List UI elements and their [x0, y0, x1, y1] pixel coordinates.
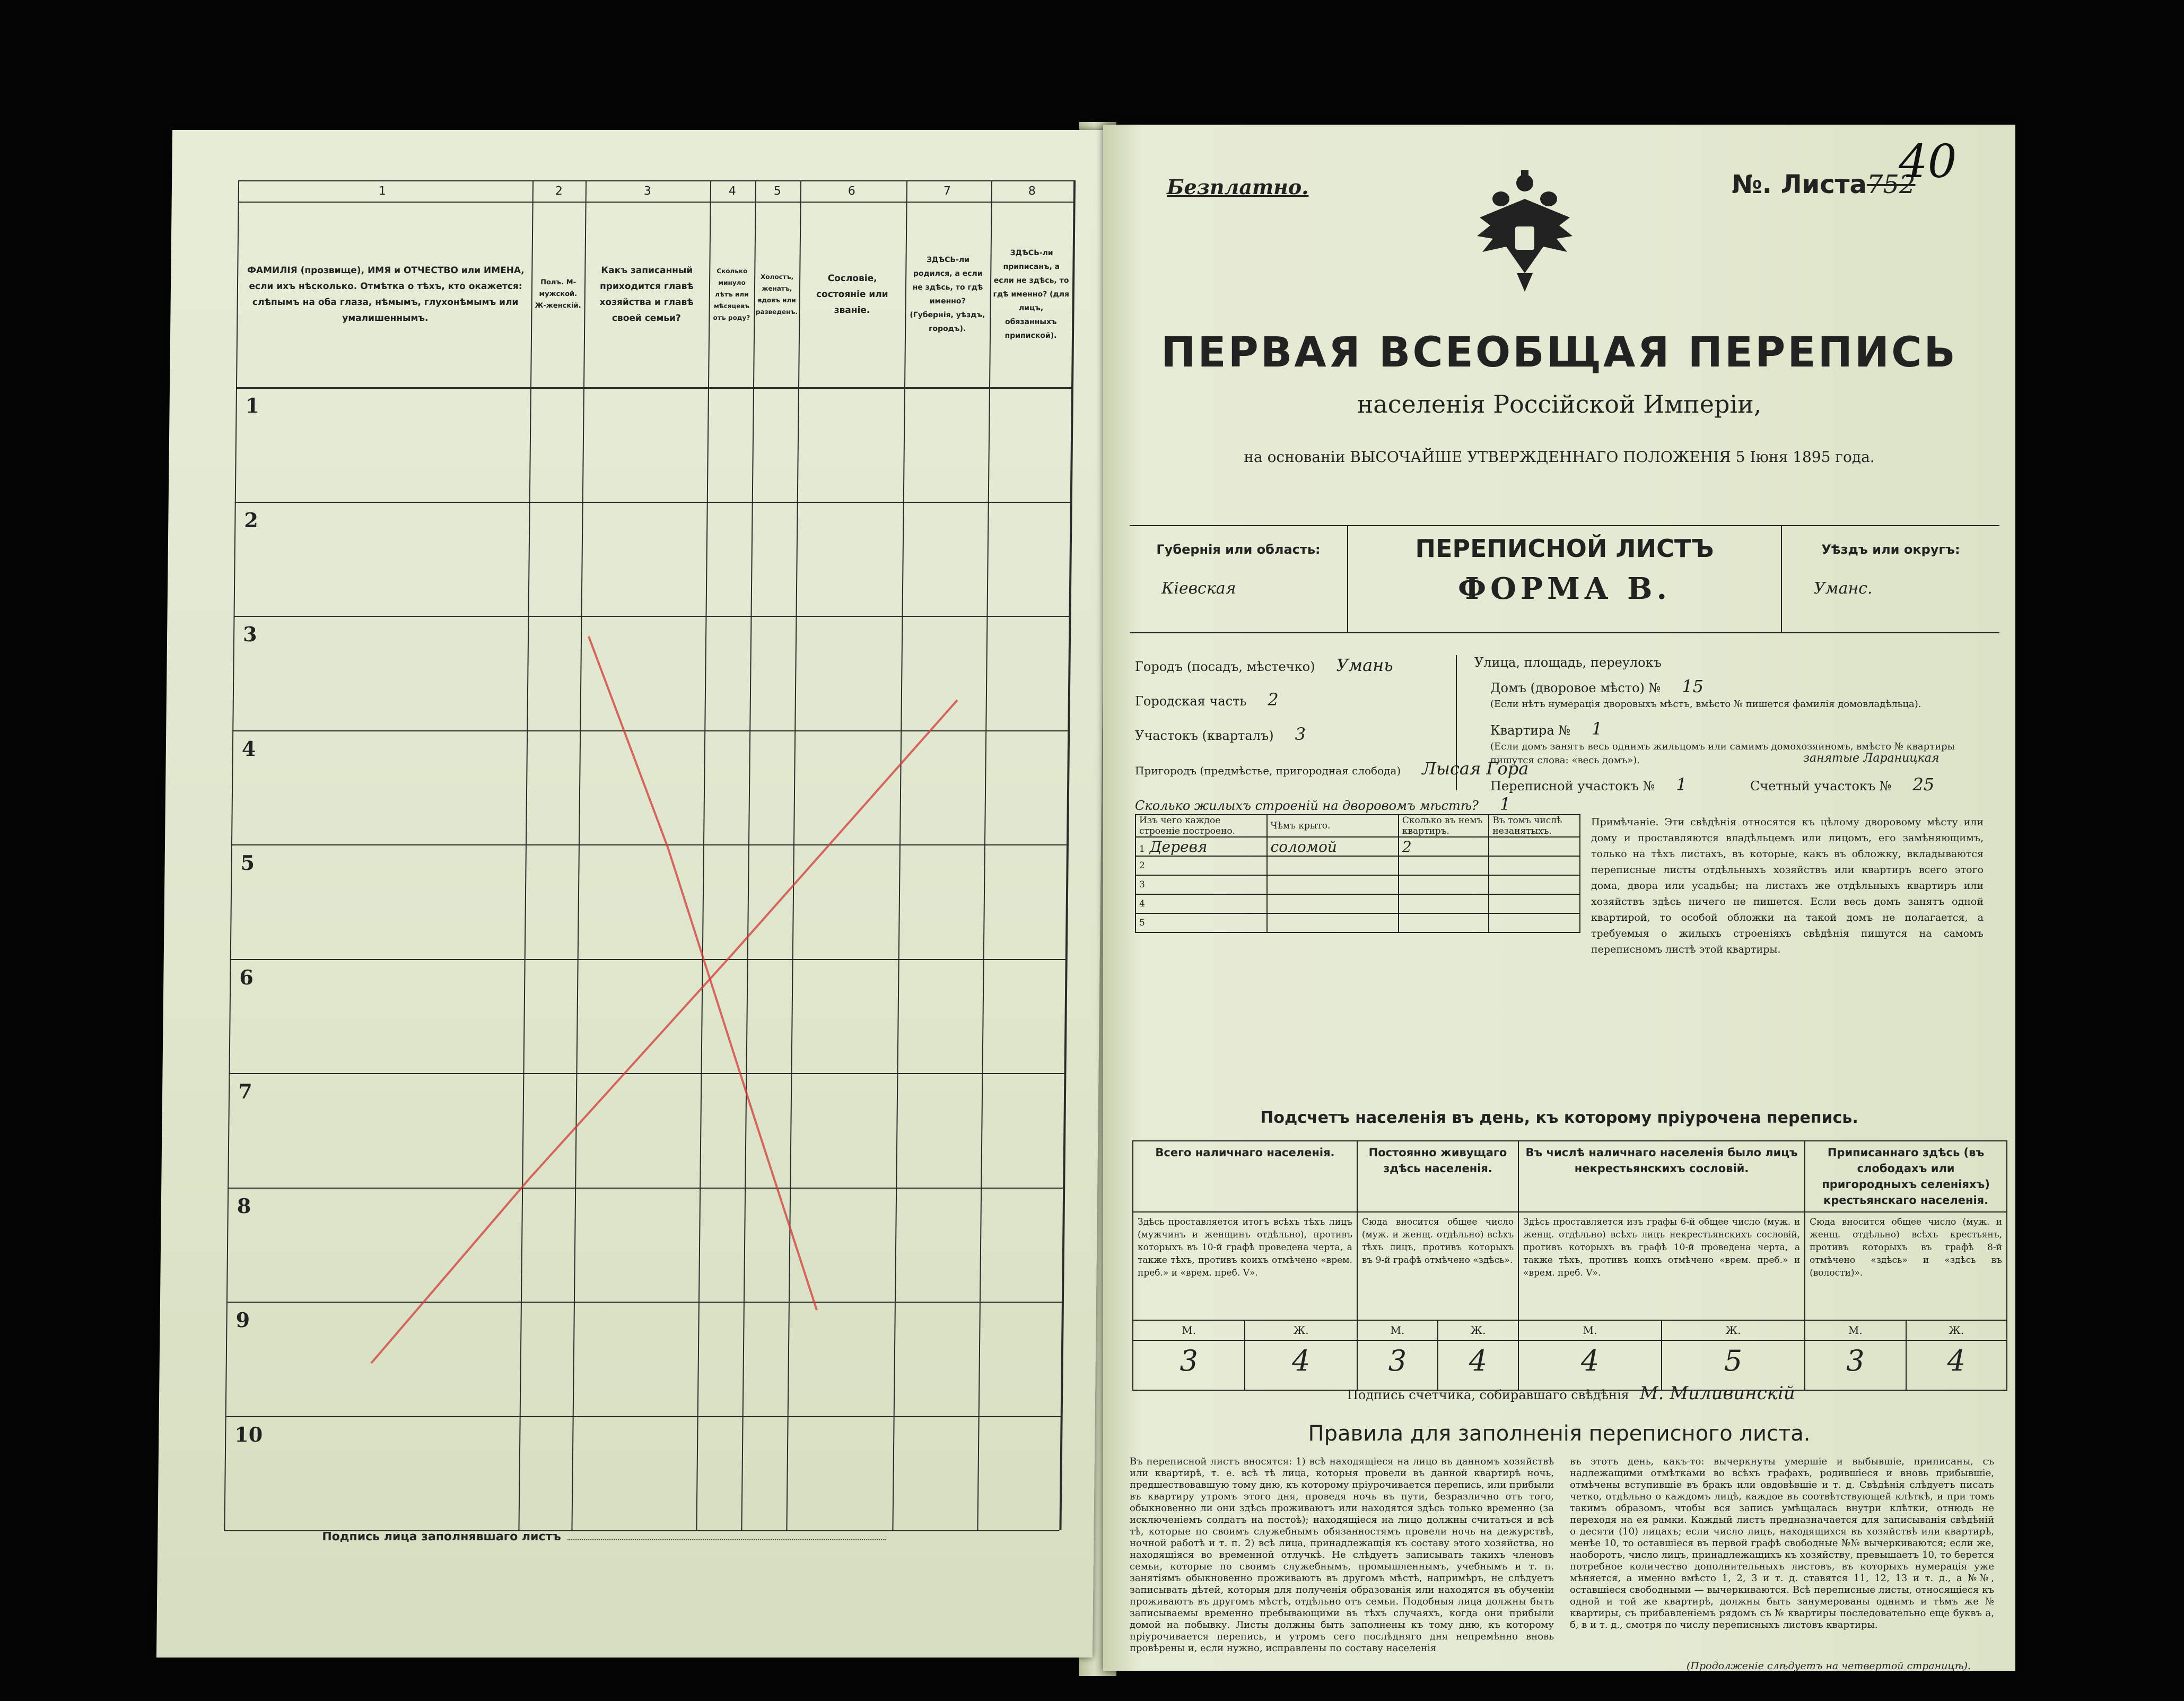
schet-uchastok-field[interactable]: Счетный участокъ № 25 [1750, 774, 1935, 795]
buildings-table [1135, 814, 1580, 933]
uchastok-field[interactable]: Участокъ (кварталъ) 3 [1135, 724, 1306, 744]
row-number: 4 [241, 736, 256, 761]
row-number: 6 [239, 965, 254, 989]
rules-continuation-note: (Продолженіе слѣдуетъ на четвертой страницѣ). [1687, 1660, 1971, 1672]
left-page [156, 130, 1108, 1658]
buildings-note: Примѣчаніе. Эти свѣдѣнія относятся къ цѣлому дворовому мѣсту или дому и проставляются владѣльцемъ или лицомъ, его замѣняющимъ, только на тѣхъ листахъ, въ которые, какъ въ обложку, вкладываются переписные листы отдѣльныхъ хозяйствъ или квартиръ всего этого дома, двора или усадьбы; на листахъ же отдѣльныхъ квартиръ или хозяйствъ здѣсь ничего не пишется. Если весь домъ занятъ одной квартирой, то особой обложки на такой домъ не полагается, а требуемыя о жилыхъ строеніяхъ свѣдѣнія пишутся на самомъ переписномъ листѣ этой квартиры. [1591, 816, 1984, 955]
header-name: ФАМИЛІЯ (прозвище), ИМЯ и ОТЧЕСТВО или ИМЕНА, если ихъ нѣсколько. Отмѣтка о тѣхъ, кто окажется: слѣпымъ на оба глаза, нѣмымъ, глухонѣмымъ или умалишеннымъ. [247, 265, 525, 324]
sheet-number-label: №. Листа [1732, 170, 1867, 199]
left-signature-line[interactable] [322, 1530, 886, 1543]
row-divider [235, 502, 1070, 503]
row-divider [226, 1302, 1062, 1303]
population-table [1132, 1140, 2007, 1391]
column-number: 7 [943, 185, 951, 198]
header-marital: Холостъ, женатъ, вдовъ или разведенъ. [755, 273, 798, 316]
header-registered: ЗДѢСЬ-ли приписанъ, а если не здѣсь, то гдѣ именно? (для лицъ, обязанныхъ припиской). [993, 249, 1070, 340]
row-divider [225, 1416, 1061, 1417]
form-header-box [1130, 525, 1999, 633]
free-label: Безплатно. [1167, 175, 1309, 199]
pop-mz: М. [1357, 1320, 1438, 1340]
sheet-number-value: 752 [1866, 170, 1916, 199]
form-title: ПЕРЕПИСНОЙ ЛИСТЪ [1415, 534, 1714, 563]
row-number: 5 [240, 851, 255, 875]
gubernia-label: Губернія или область: [1156, 542, 1321, 557]
pop-mz: М. [1805, 1320, 1906, 1340]
row-number: 7 [238, 1079, 252, 1103]
row-divider [228, 1188, 1063, 1189]
row-divider [232, 730, 1068, 731]
pop-mz: М. [1133, 1320, 1245, 1340]
column-number: 1 [378, 185, 387, 198]
pop-value[interactable]: 4 [1906, 1340, 2007, 1390]
suburb-field[interactable]: Пригородъ (предмѣстье, пригородная слобода) Лысая Гора [1135, 758, 1529, 779]
pop-desc: Здѣсь проставляется изъ графы 6-й общее число (муж. и женщ. отдѣльно) всѣхъ лицъ некрестьянскихъ сословій, противъ которыхъ въ графѣ 10-й проведена черта, а также тѣхъ, противъ коихъ отмѣчено «врем. преб.» и «врем. преб. V». [1518, 1212, 1805, 1320]
row-number: 9 [235, 1308, 250, 1332]
row-number: 10 [234, 1422, 263, 1446]
pop-desc: Здѣсь проставляется итогъ всѣхъ тѣхъ лицъ (мужчинъ и женщинъ отдѣльно), противъ которыхъ въ 10-й графѣ проведена черта, а также тѣхъ, противъ коихъ отмѣчено «врем. преб.» и «врем. преб. V». [1133, 1212, 1357, 1320]
pop-value[interactable]: 4 [1245, 1340, 1357, 1390]
row-number: 2 [244, 508, 259, 532]
enumerator-signature[interactable]: Подпись счетчика, собиравшаго свѣдѣнія М. Миливинскій [1347, 1383, 1795, 1404]
right-page [1103, 125, 2015, 1671]
uezd-value[interactable]: Уманс. [1814, 579, 1873, 598]
pop-desc: Сюда вносится общее число (муж. и женщ. отдѣльно) всѣхъ тѣхъ лицъ, противъ которыхъ въ 9-й графѣ отмѣчено «здѣсь». [1357, 1212, 1518, 1320]
table-row: 5 [1135, 913, 1580, 932]
table-row: 4 [1135, 894, 1580, 913]
row-number: 8 [237, 1193, 251, 1218]
sheet-number [1732, 170, 1915, 199]
pop-value[interactable]: 3 [1805, 1340, 1906, 1390]
pop-value[interactable]: 3 [1357, 1340, 1438, 1390]
rules-right-column: въ этотъ день, какъ-то: вычеркнуты умершіе и выбывшіе, приписаны, съ надлежащими отмѣтками во всѣхъ графахъ, родившіеся и вновь прибывшіе, отмѣчены вступившіе въ бракъ или овдовѣвшіе и т. д. Свѣдѣнія слѣдуетъ писать четко, отдѣльно о каждомъ лицѣ, каждое въ соотвѣтствующей клѣткѣ, и при томъ такимъ образомъ, чтобы вся запись умѣщалась внутри клѣтки, отнюдь не переходя на ея рамки. Каждый листъ предназначается для записыванія свѣдѣній о десяти (10) лицахъ; если число лицъ, находящихся въ хозяйствѣ или квартирѣ, менѣе 10, то оставшіеся въ первой графѣ свободные №№ вычеркиваются; если же, наоборотъ, число лицъ, принадлежащихъ къ хозяйству, превышаетъ 10, то берется потребное количество дополнительныхъ листовъ, въ которыхъ нумерація уже мѣняется, а именно вмѣсто 1, 2, 3 и т. д. ставятся 11, 12, 13 и т. д., а №№, оставшіеся свободными — вычеркиваются. Всѣ переписные листы, относящіеся къ одной и той же квартирѣ, должны быть занумерованы однимъ и тѣмъ же № квартиры, съ прибавленіемъ рядомъ съ № квартиры последовательно еще буквъ а, б, в и т. д., смотря по числу переписныхъ листовъ квартиры. [1570, 1456, 1994, 1630]
pop-mz: Ж. [1906, 1320, 2007, 1340]
census-grid [224, 180, 1073, 1530]
census-title: ПЕРВАЯ ВСЕОБЩАЯ ПЕРЕПИСЬ [1161, 329, 1958, 377]
house-field[interactable]: Домъ (дворовое мѣсто) № 15 [1490, 676, 1703, 696]
row-divider [233, 616, 1069, 617]
apartment-field[interactable]: Квартира № 1 [1490, 719, 1603, 739]
gubernia-value[interactable]: Кіевская [1161, 579, 1236, 598]
header-sex: Полъ. М-мужской. Ж-женскій. [535, 278, 581, 310]
street-field[interactable]: Улица, площадь, переулокъ [1474, 655, 1662, 670]
column-number: 3 [643, 185, 652, 198]
bld-header: Чѣмъ крыто. [1267, 815, 1399, 837]
row-number: 1 [245, 394, 260, 417]
form-subtitle: ФОРМА В. [1458, 571, 1671, 606]
city-field[interactable]: Городъ (посадъ, мѣстечко) Умань [1135, 655, 1393, 675]
pop-mz: Ж. [1662, 1320, 1805, 1340]
imperial-eagle-emblem [1469, 167, 1580, 294]
row-divider [231, 844, 1067, 845]
signature-label: Подпись лица заполнявшаго листъ [322, 1530, 561, 1543]
bld-header: Изъ чего каждое строеніе построено. [1135, 815, 1267, 837]
perepis-uchastok-field[interactable]: Переписной участокъ № 1 [1490, 774, 1687, 795]
pop-value[interactable]: 5 [1662, 1340, 1805, 1390]
rules-title: Правила для заполненія переписного листа. [1308, 1421, 1811, 1446]
population-count-title: Подсчетъ населенія въ день, къ которому пріурочена перепись. [1260, 1109, 1858, 1127]
bld-header: Сколько въ немъ квартиръ. [1399, 815, 1489, 837]
header-birthplace: ЗДѢСЬ-ли родился, а если не здѣсь, то гдѣ именно? (Губернія, уѣздъ, городъ). [910, 256, 985, 333]
column-number: 5 [773, 185, 782, 198]
column-number: 8 [1028, 185, 1036, 198]
pop-header: Постоянно живущаго здѣсь населенія. [1357, 1141, 1518, 1212]
pop-value[interactable]: 4 [1438, 1340, 1518, 1390]
header-estate: Сословіе, состояніе или званіе. [816, 273, 888, 316]
uezd-label: Уѣздъ или округъ: [1821, 542, 1960, 557]
apartment-note: (Если домъ занятъ весь однимъ жильцомъ или самимъ домохозяиномъ, вмѣсто № квартиры пишутся слова: «весь домъ»). [1490, 741, 1955, 766]
column-number: 2 [555, 185, 563, 198]
header-relation: Какъ записанный приходится главѣ хозяйства и главѣ своей семьи? [599, 265, 694, 324]
census-basis: на основаніи ВЫСОЧАЙШЕ УТВЕРЖДЕННАГО ПОЛОЖЕНІЯ 5 Іюня 1895 года. [1244, 448, 1875, 466]
bld-header: Въ томъ числѣ незанятыхъ. [1489, 815, 1580, 837]
apartment-handwritten: занятые Лараницкая [1803, 752, 1940, 765]
house-note: (Если нѣтъ нумерація дворовыхъ мѣстъ, вмѣсто № пишется фамилія домовладѣльца). [1490, 699, 1921, 710]
pop-mz: Ж. [1245, 1320, 1357, 1340]
pop-header: Въ числѣ наличнаго населенія было лицъ некрестьянскихъ сословій. [1518, 1141, 1805, 1212]
sheet-number-handwritten: 40 [1899, 135, 1957, 188]
row-number: 3 [242, 622, 257, 646]
row-divider [229, 1073, 1064, 1074]
pop-mz: Ж. [1438, 1320, 1518, 1340]
pop-header: Приписаннаго здѣсь (въ слободахъ или пригородныхъ селеніяхъ) крестьянскаго населенія. [1805, 1141, 2007, 1212]
column-number: 4 [728, 185, 737, 198]
column-number: 6 [848, 185, 856, 198]
table-row: 1 Деревя соломой 2 [1135, 837, 1580, 856]
pop-mz: М. [1518, 1320, 1662, 1340]
pop-desc: Сюда вносится общее число (муж. и женщ. отдѣльно) всѣхъ крестьянъ, противъ которыхъ въ графѣ 8-й отмѣчено «здѣсь» и «здѣсь въ (волости)». [1805, 1212, 2007, 1320]
table-row: 3 [1135, 875, 1580, 894]
table-row: 2 [1135, 856, 1580, 875]
buildings-question[interactable]: Сколько жилыхъ строеній на дворовомъ мѣстѣ? 1 [1135, 794, 1511, 814]
header-age: Сколько минуло лѣтъ или мѣсяцевъ отъ роду? [713, 267, 750, 321]
pop-header: Всего наличнаго населенія. [1133, 1141, 1357, 1212]
rules-left-column: Въ переписной листъ вносятся: 1) всѣ находящіеся на лицо въ данномъ хозяйствѣ или квартирѣ, т. е. всѣ тѣ лица, которыя провели въ данной квартирѣ ночь, предшествовавшую тому дню, къ которому пріурочивается перепись, или прибыли въ квартиру утромъ этого дня, проведя ночь въ пути, безразлично отъ того, обыкновенно ли они здѣсь проживаютъ или находятся здѣсь только временно (за исключеніемъ солдатъ на постоѣ); находящіеся на лицо должны считаться и всѣ тѣ, которые по своимъ служебнымъ обязанностямъ провели ночь на дежурствѣ, ночной работѣ и т. п. 2) всѣ лица, принадлежащія къ составу этого хозяйства, но находящіяся во временной отлучкѣ. Не слѣдуетъ записывать такихъ членовъ семьи, которые по своимъ служебнымъ, промышленнымъ, учебнымъ и т. п. занятіямъ обыкновенно проживаютъ въ другомъ мѣстѣ, напримѣръ, не слѣдуетъ записывать дѣтей, которыя для полученія образованія или находятся въ обученіи проживаютъ въ другомъ мѣстѣ, отдѣльно отъ семьи. Подобныя лица должны быть записываемы временно пребывающими въ тѣхъ случаяхъ, когда они прибыли домой на побывку. Листы должны быть заполнены къ тому дню, къ которому пріурочивается перепись, и утромъ сего послѣдняго дня непремѣнно вновь провѣрены и, если нужно, исправлены по составу населенія [1130, 1456, 1554, 1654]
city-part-field[interactable]: Городская часть 2 [1135, 690, 1279, 710]
pop-value[interactable]: 4 [1518, 1340, 1662, 1390]
pop-value[interactable]: 3 [1133, 1340, 1245, 1390]
row-divider [230, 959, 1065, 960]
census-subtitle: населенія Россійской Имперіи, [1357, 390, 1762, 418]
